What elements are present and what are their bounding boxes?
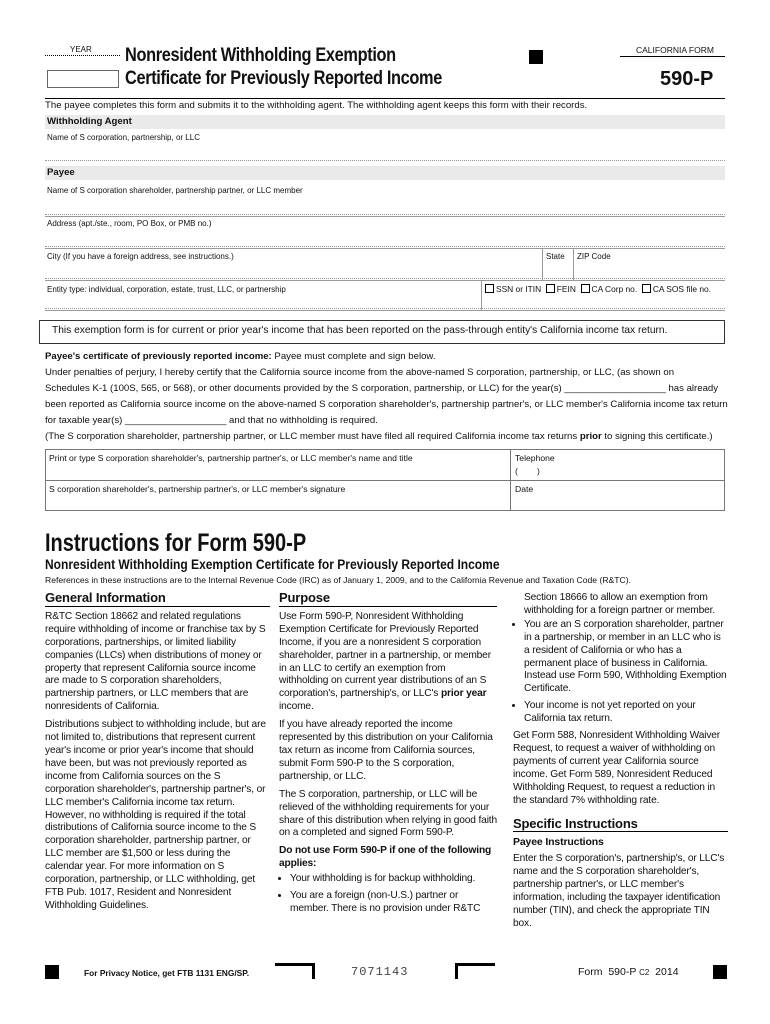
- list-item: • Your withholding is for backup withholding.: [290, 873, 497, 886]
- year-input[interactable]: [47, 70, 119, 88]
- city-field[interactable]: [45, 278, 725, 279]
- purpose-column: [279, 592, 497, 920]
- signature-label: S corporation shareholder's, partnership partner's, or LLC member's signature: [49, 484, 346, 494]
- ssn-checkbox[interactable]: SSN or ITIN: [485, 284, 541, 294]
- form-identifier: Form 590-P C2 2014: [578, 966, 679, 978]
- general-p2: Distributions subject to withholding include, but are not limited to, distributions that represent current year's income or prior year's income that should have been, but was not previously reported as income from California sources on the S corporation shareholder's, partnership partner's, or LLC member's California income tax return. However, no withholding is required if the total distributions of California source income to the S corporation shareholder, partnership partner, or LLC member are $1,500 or less during the calendar year. For more information on S corporation, partnership, or LLC withholding, get FTB Pub. 1017, Resident and Nonresident Withholding Guidelines.: [45, 719, 266, 911]
- agent-name-field[interactable]: [45, 160, 725, 161]
- telephone-label: Telephone: [515, 453, 555, 463]
- list-item: • You are an S corporation shareholder, partner in a partnership, or member in an LLC who is a resident of California or who has a permanent place of business in California. Instead use Form 590, Withholding Exemption Certificate.: [524, 619, 728, 696]
- address-field[interactable]: [45, 246, 725, 247]
- agent-name-label: Name of S corporation, partnership, or LLC: [47, 133, 200, 142]
- state-label: State: [546, 252, 565, 261]
- purpose-p1: Use Form 590-P, Nonresident Withholding Exemption Certificate for Previously Reported Income, if you are a nonresident S corporation shareholder, partner in a partnership, or member in an LLC to certify an exemption from withholding on current year distributions of an S corporation's, partnership's, or LLC's prior year income.: [279, 610, 491, 713]
- fein-checkbox[interactable]: FEIN: [546, 284, 576, 294]
- form-number: 590-P: [660, 68, 714, 90]
- purpose-p2: If you have already reported the income represented by this distribution on your California tax return as income from California sources, submit Form 590-P to the S corporation, partnership, or LLC.: [279, 719, 493, 782]
- registration-mark: [713, 965, 727, 979]
- signature-field[interactable]: [46, 492, 509, 510]
- date-field[interactable]: [511, 492, 724, 510]
- crop-mark: [455, 963, 495, 979]
- notice-box: This exemption form is for current or prior year's income that has been reported on the pass-through entity's California income tax return.: [39, 320, 725, 344]
- instructions-subtitle: Nonresident Withholding Exemption Certificate for Previously Reported Income: [45, 557, 500, 572]
- entity-type-field[interactable]: [45, 308, 725, 309]
- entity-type-label: Entity type: individual, corporation, estate, trust, LLC, or partnership: [47, 285, 286, 294]
- purpose-heading: Purpose: [279, 592, 497, 607]
- barcode-number: 7071143: [351, 965, 409, 979]
- withholding-agent-heading: Withholding Agent: [47, 116, 132, 127]
- purpose-p3: The S corporation, partnership, or LLC will be relieved of the withholding requirements for your share of this distribution when relying in good faith on a completed and signed Form 590-P.: [279, 788, 498, 839]
- list-item: • Your income is not yet reported on your California tax return.: [524, 700, 728, 726]
- ca-sos-checkbox[interactable]: CA SOS file no.: [642, 284, 711, 294]
- certificate-text: Payee's certificate of previously reported income: Payee must complete and sign below. Under penalties of perjury, I hereby certify that the California source income from the above-named S corporation, partnership, or LLC, (as shown on Schedules K-1 (100S, 565, or 568), or other documents provided by the S corporation, partnership, or LLC) for the year(s) ___________________ has already been reported as California source income on the above-named S corporation shareholder's, partnership partner's, or LLC member's California income tax return for taxable year(s) ___________________ and that no withholding is required. (The S corporation shareholder, partnership partner, or LLC member must have filed all required California income tax returns prior to signing this certificate.): [45, 351, 728, 442]
- general-information-column: [45, 592, 270, 918]
- form-588-paragraph: Get Form 588, Nonresident Withholding Waiver Request, to request a waiver of withholding on payments of current year California source income. Get Form 589, Nonresident Reduced Withholding Request, to request a reduction in the standard 7% withholding rate.: [513, 730, 721, 806]
- print-name-label: Print or type S corporation shareholder's, partnership partner's, or LLC member's name and title: [49, 453, 413, 463]
- city-label: City (If you have a foreign address, see instructions.): [47, 252, 234, 261]
- crop-mark: [275, 963, 315, 979]
- address-label: Address (apt./ste., room, PO Box, or PMB no.): [47, 219, 212, 228]
- payee-instructions-paragraph: Enter the S corporation's, partnership's, or LLC's name and the S corporation shareholder's, partnership partner's, or LLC member's information, including the taxpayer identification number (TIN), and check the appropriate TIN box.: [513, 853, 725, 929]
- zip-label: ZIP Code: [577, 252, 611, 261]
- tin-type-options: [485, 284, 711, 294]
- do-not-use-heading: Do not use Form 590-P if one of the following applies:: [279, 845, 492, 870]
- instructions-title: Instructions for Form 590-P: [45, 529, 307, 557]
- references-text: References in these instructions are to the Internal Revenue Code (IRC) as of January 1, 2009, and to the California Revenue and Taxation Code (R&TC).: [45, 575, 631, 585]
- date-label: Date: [515, 484, 534, 494]
- privacy-notice: For Privacy Notice, get FTB 1131 ENG/SP.: [84, 968, 250, 978]
- ca-corp-checkbox[interactable]: CA Corp no.: [581, 284, 638, 294]
- payee-name-label: Name of S corporation shareholder, partnership partner, or LLC member: [47, 186, 303, 195]
- specific-instructions-heading: Specific Instructions: [513, 818, 728, 833]
- payee-instructions-heading: Payee Instructions: [513, 836, 604, 849]
- continued-text: Section 18666 to allow an exemption from withholding for a foreign partner or member.: [524, 592, 716, 616]
- general-p1: R&TC Section 18662 and related regulations require withholding of income or franchise tax by S corporations, partnerships, or limited liability companies (LLCs) when distributions of money or property that represent California source income are made to S corporation shareholders, partnership partners, or LLC members that are nonresidents of California.: [45, 610, 266, 713]
- right-column: [513, 592, 728, 936]
- registration-mark: [45, 965, 59, 979]
- telephone-field[interactable]: ( ): [515, 466, 540, 476]
- intro-text: The payee completes this form and submits it to the withholding agent. The withholding agent keeps this form with their records.: [45, 100, 588, 111]
- payee-heading: Payee: [47, 167, 75, 178]
- year-label: YEAR: [70, 45, 92, 54]
- registration-mark: [529, 50, 543, 64]
- list-item: • You are a foreign (non-U.S.) partner or member. There is no provision under R&TC: [290, 890, 497, 916]
- payee-name-field[interactable]: [45, 214, 725, 215]
- form-title: Nonresident Withholding Exemption Certificate for Previously Reported Income: [125, 45, 442, 89]
- general-information-heading: General Information: [45, 592, 270, 607]
- california-form-label: CALIFORNIA FORM: [636, 45, 714, 55]
